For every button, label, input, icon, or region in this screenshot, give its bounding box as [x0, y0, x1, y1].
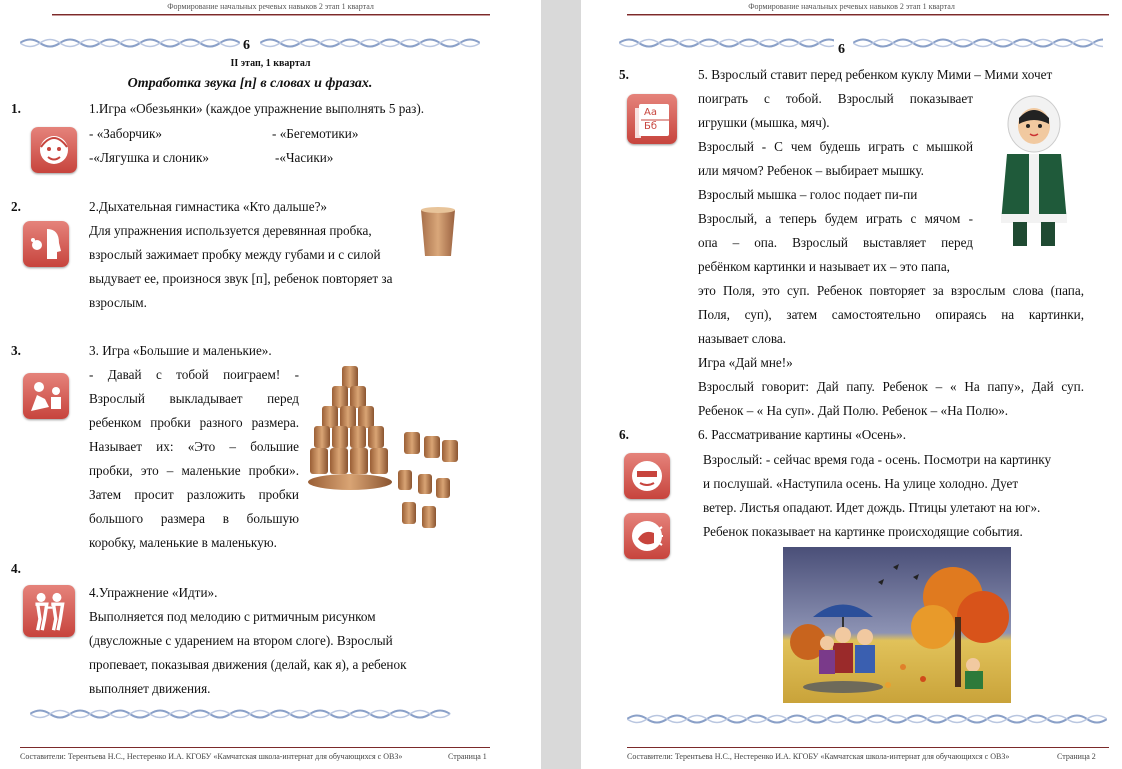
- body-line: Взрослый, а теперь будем играть с мячом -: [698, 211, 973, 226]
- document-page-1: [0, 0, 541, 769]
- body-line: коробку, маленькие в маленькую.: [89, 535, 277, 550]
- section-4-number: 4.: [11, 561, 21, 576]
- body-line: ветер. Листья опадают. Идет дождь. Птицы улетают на юг».: [703, 500, 1041, 515]
- autumn-picture: [783, 547, 1011, 703]
- body-line: большого размера в большую: [89, 511, 299, 526]
- footer-authors: Составители: Терентьева Н.С., Нестеренко И.А. КГОБУ «Камчатская школа-интернат для обучающихся с ОВЗ»: [20, 752, 403, 761]
- section-2-number: 2.: [11, 199, 21, 214]
- body-line: Ребенок – « На суп». Дай Полю. Ребенок – «На Полю».: [698, 403, 1009, 418]
- running-header: Формирование начальных речевых навыков 2 этап 1 квартал: [748, 2, 955, 11]
- section-2-title: 2.Дыхательная гимнастика «Кто дальше?»: [89, 199, 328, 214]
- body-line: это Поля, это суп. Ребенок повторяет за взрослым слова (папа,: [698, 283, 1084, 298]
- ornament-border: [30, 707, 455, 721]
- cork-image: [419, 206, 457, 258]
- section-subtitle: Отработка звука [п] в словах и фразах.: [127, 76, 373, 91]
- footer-rule: [627, 747, 1109, 748]
- body-line: взрослым.: [89, 295, 147, 310]
- body-line: ребенком пробки разного размера.: [89, 415, 299, 430]
- section-6-number: 6.: [619, 427, 629, 442]
- body-line: и послушай. «Наступила осень. На улице холодно. Дует: [703, 476, 1019, 491]
- body-line: Затем просит разложить пробки: [89, 487, 299, 502]
- ornament-border: [627, 712, 1107, 726]
- corks-pyramid-image: [306, 362, 464, 534]
- exercise-item: -«Часики»: [275, 150, 334, 165]
- body-line: выдувает ее, произнося звук [п], ребенок повторяет за: [89, 271, 393, 286]
- body-line: - Давай с тобой поиграем! -: [89, 367, 299, 382]
- body-line: Ребенок показывает на картинке происходящие события.: [703, 524, 1023, 539]
- body-line: Называет их: «Это – большие: [89, 439, 299, 454]
- section-3-title: 3. Игра «Большие и маленькие».: [89, 343, 272, 358]
- page-number: 6: [243, 38, 250, 53]
- section-3-number: 3.: [11, 343, 21, 358]
- header-rule: [627, 14, 1109, 16]
- body-line: Взрослый: - сейчас время года - осень. Посмотри на картинку: [703, 452, 1052, 467]
- body-line: 5. Взрослый ставит перед ребенком куклу Мими – Мими хочет: [698, 67, 1053, 82]
- doll-image: [993, 94, 1075, 250]
- document-page-2: [581, 0, 1122, 769]
- running-header: Формирование начальных речевых навыков 2 этап 1 квартал: [167, 2, 374, 11]
- footer-authors: Составители: Терентьева Н.С., Нестеренко И.А. КГОБУ «Камчатская школа-интернат для обучающихся с ОВЗ»: [627, 752, 1010, 761]
- people-icon: [23, 585, 75, 637]
- play-icon: [23, 373, 69, 419]
- body-line: или мячом? Ребенок – выбирает мышку.: [698, 163, 924, 178]
- section-1-title: 1.Игра «Обезьянки» (каждое упражнение выполнять 5 раз).: [89, 101, 425, 116]
- body-line: называет слова.: [698, 331, 787, 346]
- listen-icon: [624, 453, 670, 499]
- body-line: пробки, это – маленькие пробки».: [89, 463, 299, 478]
- body-line: (двусложные с ударением на втором слоге). Взрослый: [89, 633, 393, 648]
- stage-label: II этап, 1 квартал: [230, 58, 311, 69]
- breath-icon: [23, 221, 69, 267]
- body-line: Для упражнения используется деревянная пробка,: [89, 223, 372, 238]
- body-line: Взрослый мышка – голос подает пи-пи: [698, 187, 918, 202]
- body-line: Игра «Дай мне!»: [698, 355, 793, 370]
- body-line: Взрослый говорит: Дай папу. Ребенок – « На папу», Дай суп.: [698, 379, 1084, 394]
- body-line: поиграть с тобой. Взрослый показывает: [698, 91, 973, 106]
- page-number: 6: [838, 42, 845, 57]
- body-line: взрослый зажимает пробку между губами и с силой: [89, 247, 381, 262]
- alphabet-book-icon: [627, 94, 677, 144]
- exercise-item: -«Лягушка и слоник»: [89, 150, 210, 165]
- speak-icon: [624, 513, 670, 559]
- body-line: ребёнком картинки и называет их – это папа,: [698, 259, 950, 274]
- exercise-item: - «Бегемотики»: [272, 126, 359, 141]
- face-icon: [31, 127, 77, 173]
- ornament-border: [853, 36, 1103, 50]
- ornament-border: [619, 36, 834, 50]
- header-rule: [52, 14, 490, 16]
- footer-rule: [20, 747, 490, 748]
- icon-label: Аа Бб: [644, 107, 658, 132]
- body-line: Поля, суп), затем самостоятельно опираясь на картинки,: [698, 307, 1084, 322]
- ornament-border: [20, 36, 240, 50]
- section-4-title: 4.Упражнение «Идти».: [89, 585, 218, 600]
- body-line: игрушки (мышка, мяч).: [698, 115, 830, 130]
- body-line: опа – опа. Взрослый выставляет перед: [698, 235, 973, 250]
- body-line: пропевает, показывая движения (делай, как я), а ребенок: [89, 657, 407, 672]
- section-6-title: 6. Рассматривание картины «Осень».: [698, 427, 907, 442]
- section-5-number: 5.: [619, 67, 629, 82]
- footer-page-number: Страница 1: [448, 752, 487, 761]
- footer-page-number: Страница 2: [1057, 752, 1096, 761]
- body-line: Взрослый выкладывает перед: [89, 391, 299, 406]
- exercise-item: - «Заборчик»: [89, 126, 163, 141]
- body-line: выполняет движения.: [89, 681, 211, 696]
- body-line: Выполняется под мелодию с ритмичным рисунком: [89, 609, 376, 624]
- body-line: Взрослый - С чем будешь играть с мышкой: [698, 139, 973, 154]
- ornament-border: [260, 36, 480, 50]
- section-1-number: 1.: [11, 101, 21, 116]
